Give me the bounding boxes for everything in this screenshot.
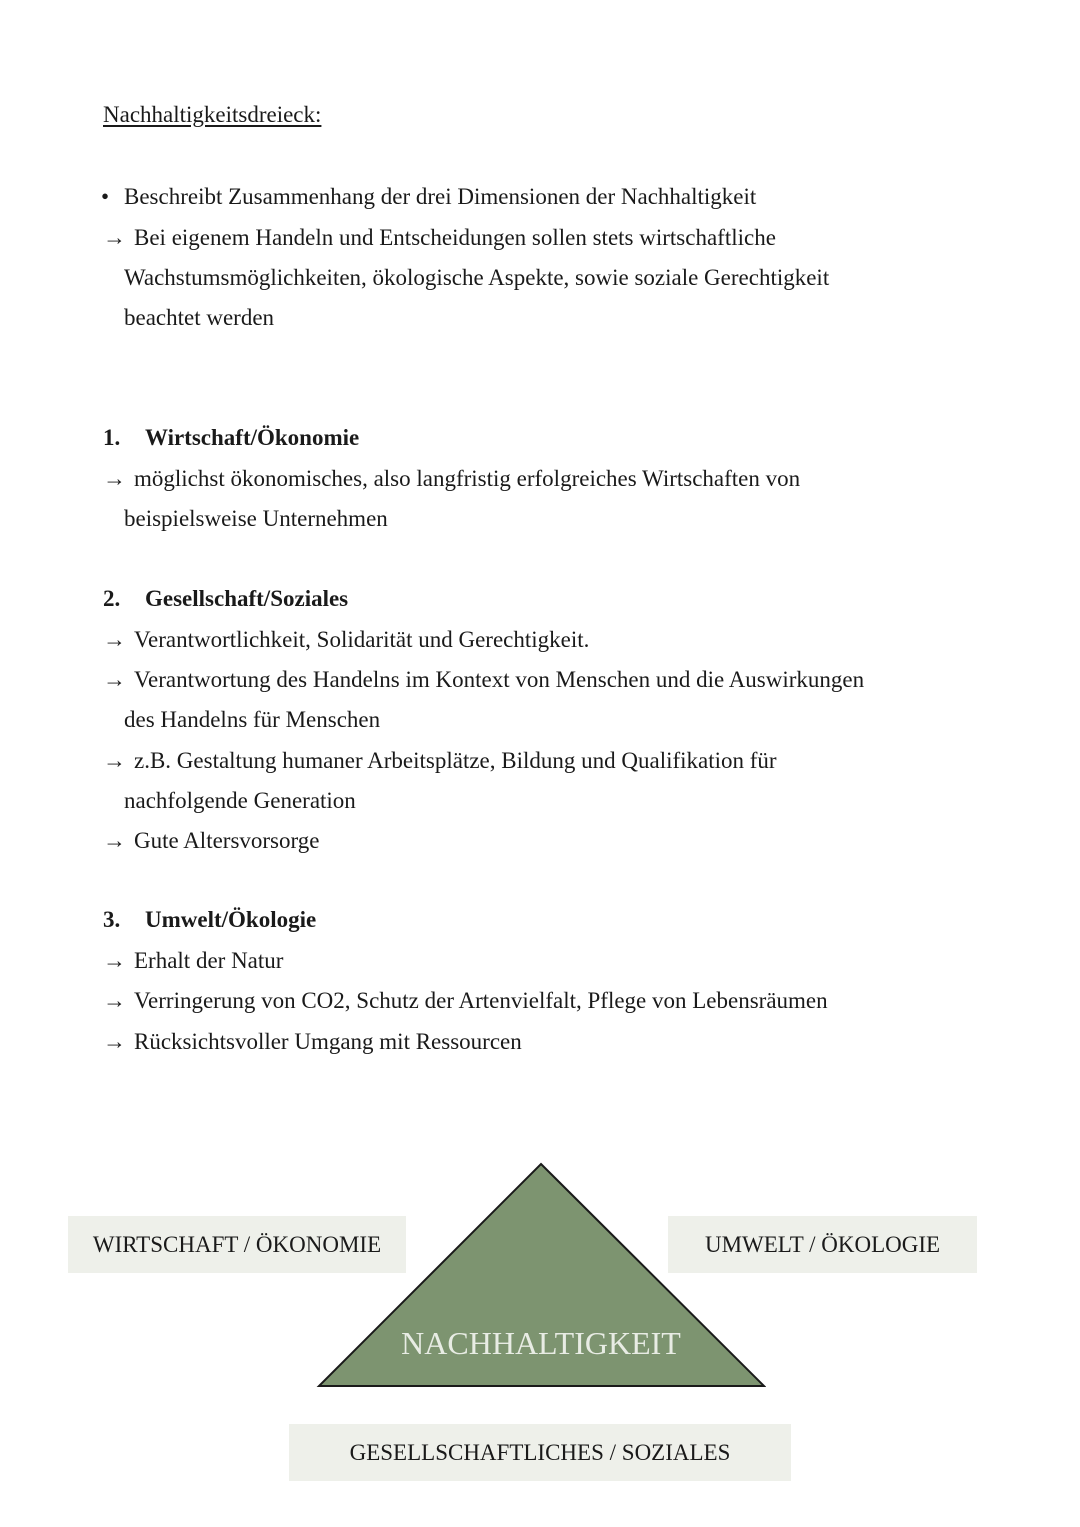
arrow-icon: → (103, 1029, 126, 1054)
sustainability-triangle (316, 1160, 766, 1390)
section-3-title (103, 907, 316, 933)
triangle-center-label: NACHHALTIGKEIT (401, 1325, 681, 1361)
section-3-number: 3. (103, 907, 121, 932)
section-1-line-2: beispielsweise Unternehmen (124, 506, 388, 531)
intro-line-3: beachtet werden (124, 305, 275, 330)
section-3-line-2: Verringerung von CO2, Schutz der Artenvielfalt, Pflege von Lebensräumen (134, 988, 828, 1013)
section-3-line (103, 987, 828, 1015)
arrow-icon: → (103, 948, 126, 973)
label-ecology: UMWELT / ÖKOLOGIE (668, 1216, 977, 1273)
bullet-icon: • (101, 184, 110, 209)
section-2-heading: Gesellschaft/Soziales (145, 586, 349, 611)
section-3-line (103, 947, 283, 975)
section-2-line-4: z.B. Gestaltung humaner Arbeitsplätze, Bildung und Qualifikation für (134, 748, 777, 773)
page-title: Nachhaltigkeitsdreieck: (103, 102, 322, 127)
section-1-title (103, 425, 359, 451)
section-2-title (103, 586, 348, 612)
intro-line-1: Bei eigenem Handeln und Entscheidungen sollen stets wirtschaftliche (134, 225, 776, 250)
arrow-icon: → (103, 225, 126, 250)
section-2-line (103, 747, 777, 775)
arrow-icon: → (103, 748, 126, 773)
section-2-number: 2. (103, 586, 121, 611)
section-3-line-3: Rücksichtsvoller Umgang mit Ressourcen (134, 1029, 522, 1054)
section-2-line (103, 827, 319, 855)
arrow-icon: → (103, 466, 126, 491)
section-1-number: 1. (103, 425, 121, 450)
section-2-line-1: Verantwortlichkeit, Solidarität und Gerechtigkeit. (134, 627, 590, 652)
arrow-icon: → (103, 627, 126, 652)
intro-arrow-line (103, 224, 776, 252)
label-economy: WIRTSCHAFT / ÖKONOMIE (68, 1216, 406, 1273)
section-1-line (103, 465, 800, 493)
section-2-line (103, 666, 864, 694)
section-3-line (103, 1028, 522, 1056)
section-2-line-5: nachfolgende Generation (124, 788, 356, 813)
arrow-icon: → (103, 988, 126, 1013)
section-2-line-3: des Handelns für Menschen (124, 707, 381, 732)
section-2-line-6: Gute Altersvorsorge (134, 828, 320, 853)
intro-line-2: Wachstumsmöglichkeiten, ökologische Aspekte, sowie soziale Gerechtigkeit (124, 265, 830, 290)
section-3-heading: Umwelt/Ökologie (145, 907, 317, 932)
section-1-line-1: möglichst ökonomisches, also langfristig erfolgreiches Wirtschaften von (134, 466, 801, 491)
section-3-line-1: Erhalt der Natur (134, 948, 284, 973)
label-social: GESELLSCHAFTLICHES / SOZIALES (289, 1424, 791, 1481)
section-1-heading: Wirtschaft/Ökonomie (145, 425, 360, 450)
intro-bullet-text: Beschreibt Zusammenhang der drei Dimensionen der Nachhaltigkeit (124, 184, 757, 209)
section-2-line (103, 626, 589, 654)
section-2-line-2: Verantwortung des Handelns im Kontext von Menschen und die Auswirkungen (134, 667, 865, 692)
arrow-icon: → (103, 828, 126, 853)
arrow-icon: → (103, 667, 126, 692)
